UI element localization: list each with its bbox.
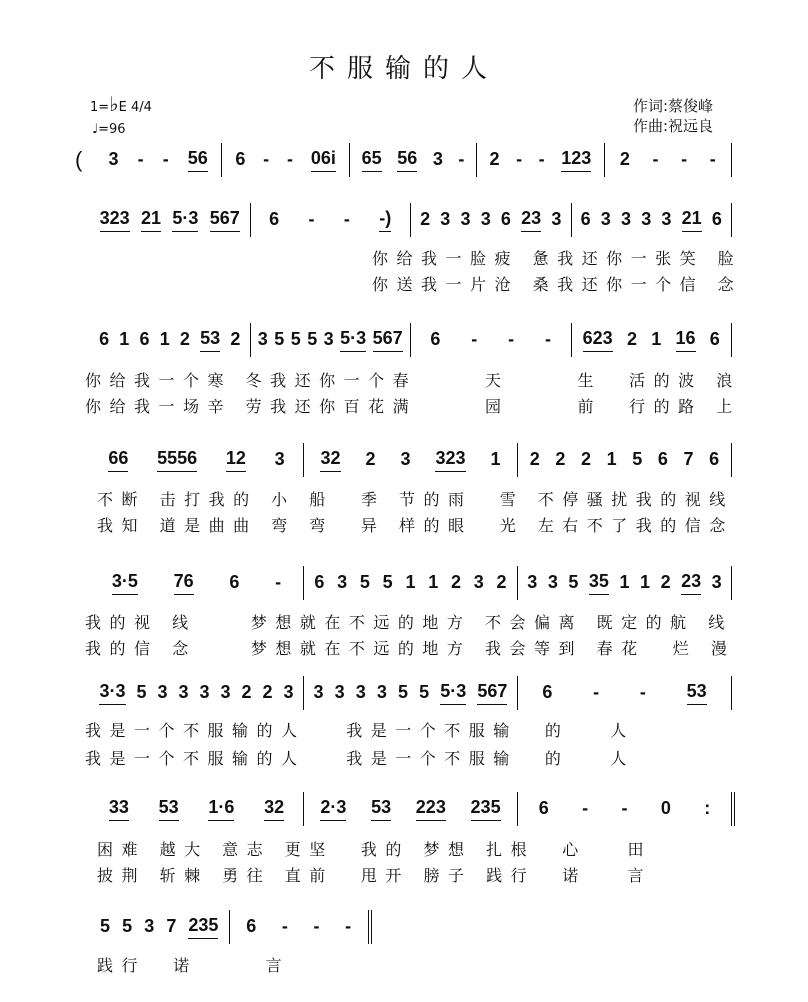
note-group: - [621, 797, 628, 818]
lyric-line: 我知 道是曲曲 弯 弯 异 样的眼 光 左右不了我的信念 [97, 516, 734, 535]
note-group: 12 [226, 448, 246, 472]
notation-system [90, 676, 732, 710]
note-group: 2 [619, 148, 630, 169]
notation-system [90, 323, 732, 357]
note-group: 1 [405, 571, 416, 592]
measure [251, 323, 412, 357]
note-group: 2 [496, 571, 507, 592]
note-group: 223 [416, 797, 446, 821]
note-group: 5·3 [340, 328, 366, 352]
note-group: 3 [283, 681, 294, 702]
note-group: 3 [621, 208, 632, 229]
note-group: - [516, 148, 523, 169]
note-group: - [313, 915, 320, 936]
repeat-paren: ( [75, 147, 83, 172]
lyric-line: 你送我一片沧 桑我还你一个信 念 [372, 275, 743, 294]
note-group: : [704, 797, 711, 818]
measure [304, 443, 518, 477]
note-group: 1 [490, 448, 501, 469]
measure [304, 676, 518, 710]
note-group: 123 [561, 148, 591, 172]
note-group: 5 [307, 328, 318, 349]
note-group: - [538, 148, 545, 169]
measure [518, 676, 732, 710]
note-group: 16 [676, 328, 696, 352]
measure [572, 323, 733, 357]
note-group: 3 [355, 681, 366, 702]
note-group: 3 [527, 571, 538, 592]
note-group: 1 [119, 328, 130, 349]
note-group: - [308, 208, 315, 229]
lyric-line: 困难 越大 意志 更坚 我的 梦想 扎根 心 田 [97, 840, 653, 859]
note-group: 7 [683, 448, 694, 469]
note-group: 3 [600, 208, 611, 229]
note-group: 33 [109, 797, 129, 821]
note-group: 5 [632, 448, 643, 469]
lyric-line: 不断 击打我的 小 船 季 节的雨 雪 不停骚扰我的视线 [97, 490, 734, 509]
note-group: 2 [529, 448, 540, 469]
lyric-line: 我是一个不服输的人 我是一个不服输 的 人 [85, 721, 635, 740]
note-group: 3 [376, 681, 387, 702]
note-group: - [545, 328, 552, 349]
note-group: - [709, 148, 716, 169]
note-group: 3 [641, 208, 652, 229]
note-group: 66 [108, 448, 128, 472]
notation-system [90, 203, 732, 237]
measure [411, 323, 572, 357]
note-group: 53 [371, 797, 391, 821]
note-group: 567 [373, 328, 403, 352]
note-group: 5 [419, 681, 430, 702]
note-group: - [681, 148, 688, 169]
measure [605, 143, 732, 177]
note-group: 2 [365, 448, 376, 469]
measure [90, 203, 251, 237]
note-group: - [137, 148, 144, 169]
note-group: 2 [660, 571, 671, 592]
note-group: 0 [660, 797, 671, 818]
note-group: 1 [619, 571, 630, 592]
note-group: 5·3 [440, 681, 466, 705]
tempo-marking: ♩=96 [92, 122, 126, 137]
lyric-line: 披荆 斩棘 勇往 直前 甩开 膀子 践行 诺 言 [97, 866, 653, 885]
note-group: - [639, 681, 646, 702]
note-group: 6 [269, 208, 280, 229]
measure [251, 203, 412, 237]
measure [572, 203, 733, 237]
note-group: 6 [314, 571, 325, 592]
note-group: - [286, 148, 293, 169]
note-group: 567 [477, 681, 507, 705]
note-group: 35 [589, 571, 609, 595]
note-group: 3 [323, 328, 334, 349]
note-group: 3 [334, 681, 345, 702]
note-group: 3 [480, 208, 491, 229]
notation-system [90, 443, 732, 477]
notation-system [90, 910, 372, 944]
note-group: 323 [435, 448, 465, 472]
note-group: 5 [397, 681, 408, 702]
note-group: 3·3 [99, 681, 125, 705]
note-group: 5 [274, 328, 285, 349]
note-group: 7 [166, 915, 177, 936]
note-group: 1 [159, 328, 170, 349]
flat-icon: ♭ [109, 92, 119, 116]
note-group: 3 [337, 571, 348, 592]
measure [304, 566, 518, 600]
note-group: 2 [241, 681, 252, 702]
measure [518, 566, 732, 600]
note-group: 3 [547, 571, 558, 592]
note-group: - [263, 148, 270, 169]
note-group: 1 [428, 571, 439, 592]
note-group: 23 [681, 571, 701, 595]
note-group: 1 [651, 328, 662, 349]
note-group: 3 [661, 208, 672, 229]
measure [90, 443, 304, 477]
measure [230, 910, 373, 944]
note-group: 21 [141, 208, 161, 232]
note-group: 5 [122, 915, 133, 936]
note-group: 2 [262, 681, 273, 702]
note-group: 3 [108, 148, 119, 169]
note-group: 6 [580, 208, 591, 229]
note-group: 6 [246, 915, 257, 936]
composer: 作曲:祝远良 [633, 117, 714, 135]
note-group: 2 [489, 148, 500, 169]
note-group: - [281, 915, 288, 936]
note-group: 2 [420, 208, 431, 229]
note-group: - [458, 148, 465, 169]
note-group: 3 [551, 208, 562, 229]
key-signature [90, 92, 152, 116]
note-group: - [162, 148, 169, 169]
note-group: 3 [257, 328, 268, 349]
lyricist: 作词:蔡俊峰 [633, 97, 714, 115]
key-prefix: 1= [90, 100, 110, 115]
note-group: 3 [220, 681, 231, 702]
note-group: 623 [583, 328, 613, 352]
measure [518, 443, 732, 477]
measure [350, 143, 477, 177]
note-group: 76 [174, 571, 194, 595]
note-group: 6 [139, 328, 150, 349]
note-group: 3 [460, 208, 471, 229]
measure [90, 910, 230, 944]
note-group: 32 [320, 448, 340, 472]
note-group: 5 [359, 571, 370, 592]
note-group: - [582, 797, 589, 818]
notation-system [75, 143, 732, 177]
note-group: 5·3 [172, 208, 198, 232]
note-group: 3 [274, 448, 285, 469]
note-group: - [593, 681, 600, 702]
lyric-line: 你给我一脸疲 惫我还你一张笑 脸 [372, 249, 743, 268]
note-group: 06i [311, 148, 336, 172]
note-group: 323 [100, 208, 130, 232]
measure [518, 792, 735, 826]
note-group: 3·5 [112, 571, 138, 595]
note-group: 53 [159, 797, 179, 821]
time-signature: 4/4 [130, 100, 152, 115]
lyric-line: 践行 诺 言 [97, 956, 291, 975]
note-group: 2 [555, 448, 566, 469]
note-group: 56 [188, 148, 208, 172]
note-group: 6 [709, 328, 720, 349]
note-group: 3 [432, 148, 443, 169]
note-group: 5 [568, 571, 579, 592]
lyric-line: 你给我一场辛 劳我还你百花满 园 前 行的路 上 [85, 397, 741, 416]
key-note: E [118, 100, 127, 115]
note-group: - [471, 328, 478, 349]
note-group: 6 [657, 448, 668, 469]
notation-system [90, 792, 735, 826]
note-group: 5 [100, 915, 111, 936]
note-group: 5556 [157, 448, 197, 472]
note-group: 3 [440, 208, 451, 229]
note-group: 6 [538, 797, 549, 818]
note-group: 2 [581, 448, 592, 469]
note-group: 1 [606, 448, 617, 469]
note-group: 1 [640, 571, 651, 592]
note-group: 2·3 [320, 797, 346, 821]
note-group: 3 [157, 681, 168, 702]
lyric-line: 我的视 线 梦想就在不远的地方 不会偏离 既定的航 线 [85, 613, 733, 632]
note-group: 6 [229, 571, 240, 592]
measure [90, 792, 304, 826]
measure [90, 566, 304, 600]
note-group: 5 [290, 328, 301, 349]
note-group: 235 [471, 797, 501, 821]
measure [95, 143, 222, 177]
note-group: - [343, 208, 350, 229]
lyric-line: 我的信 念 梦想就在不远的地方 我会等到 春花 烂 漫 [85, 639, 736, 658]
note-group: 6 [235, 148, 246, 169]
note-group: 2 [179, 328, 190, 349]
note-group: 65 [362, 148, 382, 172]
note-group: 6 [430, 328, 441, 349]
measure [477, 143, 604, 177]
notation-system [90, 566, 732, 600]
note-group: - [508, 328, 515, 349]
note-group: 3 [711, 571, 722, 592]
note-group: 6 [711, 208, 722, 229]
measure [304, 792, 518, 826]
note-group: 3 [144, 915, 155, 936]
song-title: 不服输的人 [308, 54, 499, 84]
measure [90, 676, 304, 710]
note-group: 1·6 [208, 797, 234, 821]
note-group: 3 [178, 681, 189, 702]
note-group: 6 [542, 681, 553, 702]
note-group: 235 [188, 915, 218, 939]
note-group: 3 [400, 448, 411, 469]
note-group: 6 [99, 328, 110, 349]
note-group: 3 [199, 681, 210, 702]
note-group: 6 [500, 208, 511, 229]
note-group: -) [379, 208, 391, 232]
note-group: 5 [382, 571, 393, 592]
lyric-line: 我是一个不服输的人 我是一个不服输 的 人 [85, 749, 635, 768]
measure [222, 143, 349, 177]
note-group: 5 [136, 681, 147, 702]
note-group: 3 [473, 571, 484, 592]
note-group: 3 [313, 681, 324, 702]
lyric-line: 你给我一个寒 冬我还你一个春 天 生 活的波 浪 [85, 371, 741, 390]
note-group: 53 [687, 681, 707, 705]
credits [633, 96, 713, 136]
note-group: 2 [450, 571, 461, 592]
note-group: 56 [397, 148, 417, 172]
note-group: 6 [709, 448, 720, 469]
measure [90, 323, 251, 357]
note-group: 2 [626, 328, 637, 349]
note-group: - [345, 915, 352, 936]
note-group: 21 [682, 208, 702, 232]
note-group: 32 [264, 797, 284, 821]
note-group: 567 [210, 208, 240, 232]
note-group: - [652, 148, 659, 169]
measure [411, 203, 572, 237]
note-group: 53 [200, 328, 220, 352]
note-group: 23 [521, 208, 541, 232]
note-group: 2 [230, 328, 241, 349]
note-group: - [275, 571, 282, 592]
